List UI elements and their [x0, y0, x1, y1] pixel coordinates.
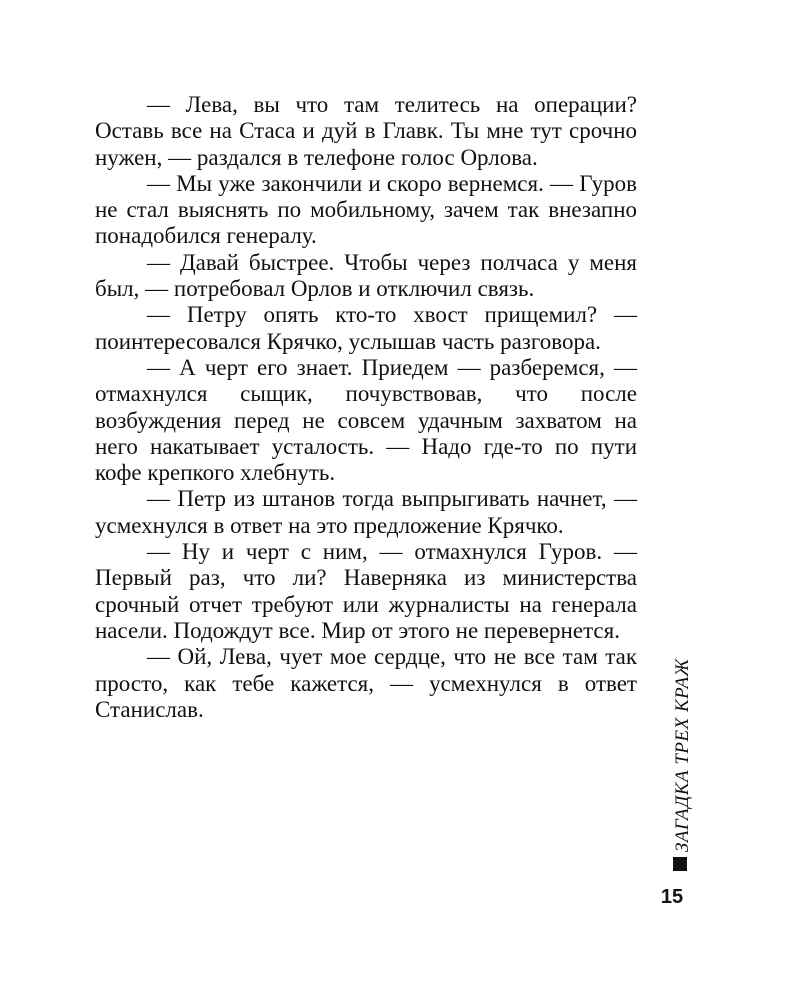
- paragraph-5: — А черт его знает. Приедем — разберемся, — отмахнулся сыщик, почувствовав, что после возбуждения перед не совсем удачным захватом на него накатывает усталость. — Надо где-то по пути кофе крепкого хлебнуть.: [95, 354, 637, 486]
- paragraph-8: — Ой, Лева, чует мое сердце, что не все там так просто, как тебе кажется, — усмехнулся в ответ Станислав.: [95, 644, 637, 722]
- paragraph-2: — Мы уже закончили и скоро вернемся. — Гуров не стал выяснять по мобильному, зачем так внезапно понадобился генералу.: [95, 170, 637, 249]
- square-marker-icon: [673, 857, 687, 871]
- page-number: 15: [660, 886, 684, 908]
- paragraph-1: — Лева, вы что там телитесь на операции? Оставь все на Стаса и дуй в Главк. Ты мне тут срочно нужен, — раздался в телефоне голос Орлова.: [95, 92, 637, 170]
- paragraph-4: — Петру опять кто-то хвост прищемил? — поинтересовался Крячко, услышав часть разговора.: [95, 302, 637, 354]
- paragraph-7: — Ну и черт с ним, — отмахнулся Гуров. — Первый раз, что ли? Наверняка из министерства срочный отчет требуют или журналисты на генерала насели. Подождут все. Мир от этого не перевернется.: [95, 539, 637, 643]
- body-text: [95, 92, 637, 723]
- paragraph-3: — Давай быстрее. Чтобы через полчаса у меня был, — потребовал Орлов и отключил связь.: [95, 249, 637, 302]
- running-title: ЗАГАДКА ТРЕХ КРАЖ: [672, 658, 693, 852]
- paragraph-6: — Петр из штанов тогда выпрыгивать начнет, — усмехнулся в ответ на это предложение Крячко.: [95, 486, 637, 538]
